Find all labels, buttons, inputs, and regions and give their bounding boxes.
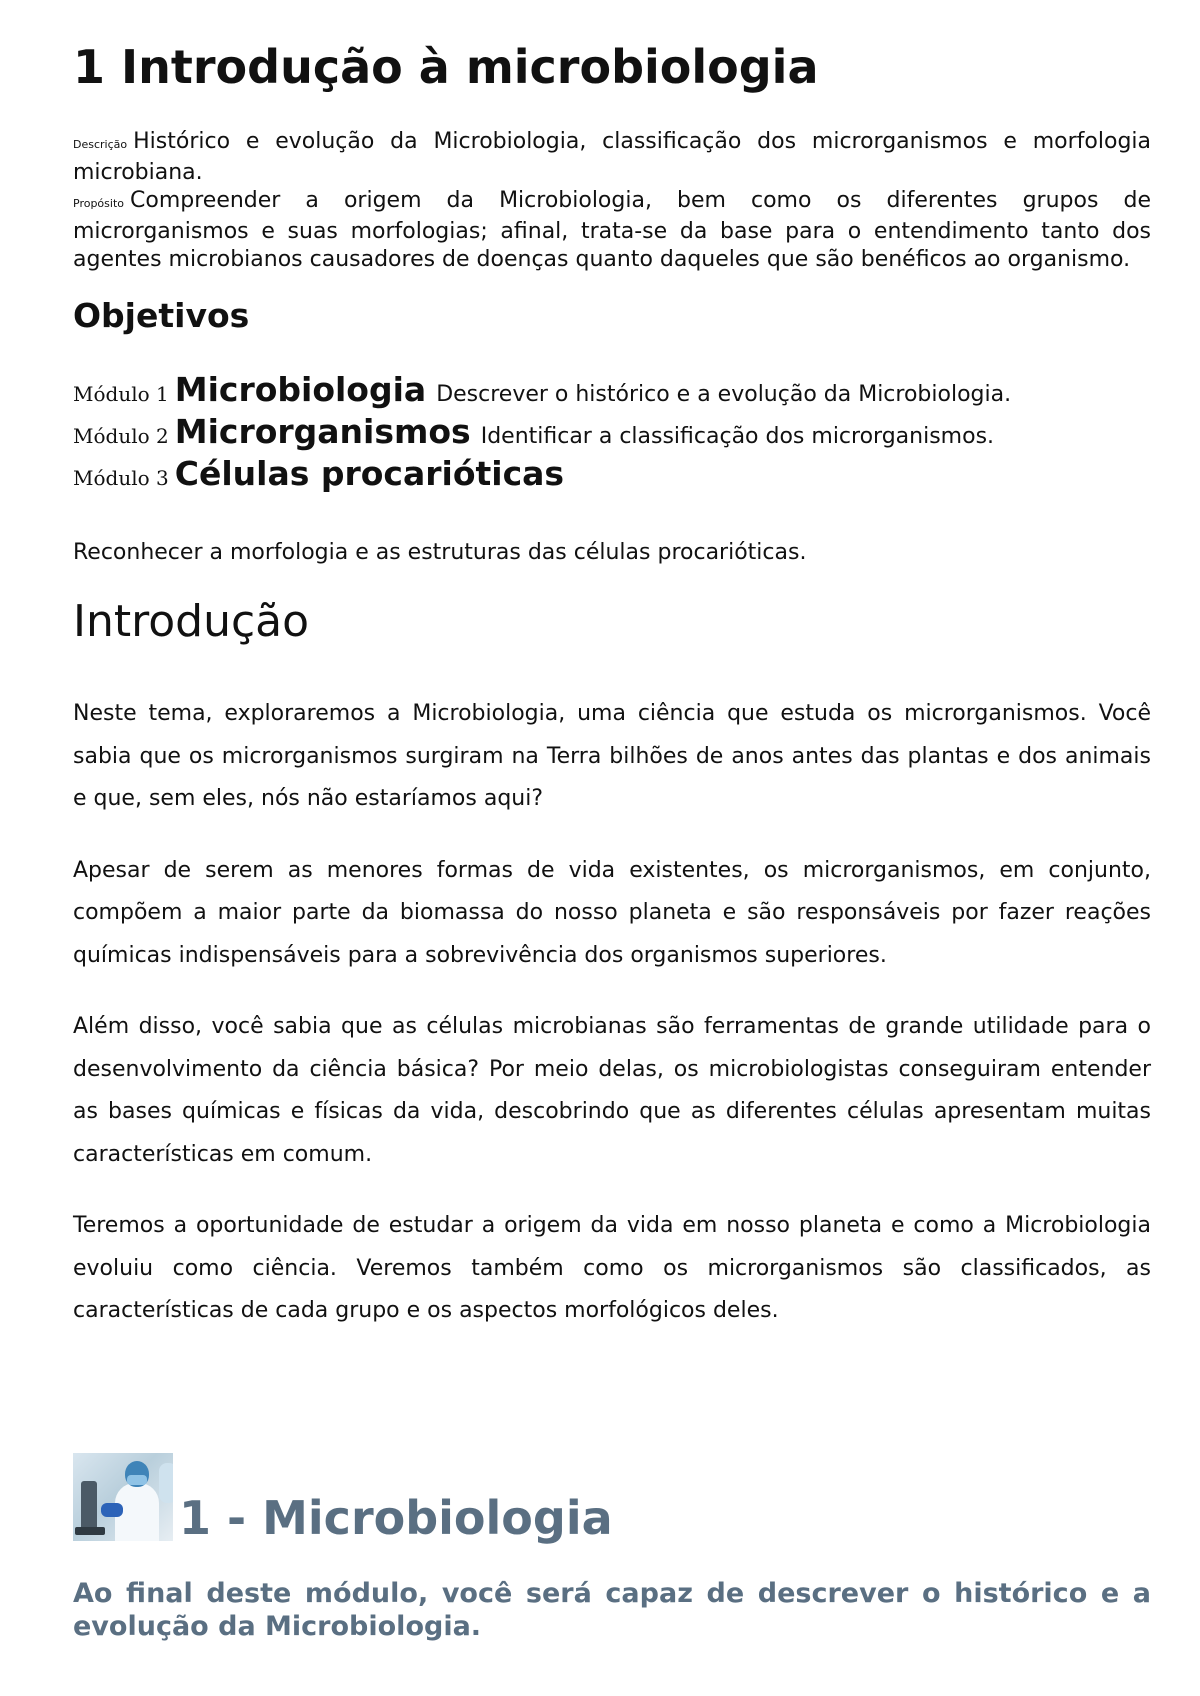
description-text: Histórico e evolução da Microbiologia, classificação dos microrganismos e morfologia microbiana. — [73, 129, 1151, 185]
intro-paragraph: Apesar de serem as menores formas de vida existentes, os microrganismos, em conjunto, compõem a maior parte da biomassa do nosso planeta e são responsáveis por fazer reações químicas indispensáveis para a sobrevivência dos organismos superiores. — [73, 857, 1151, 968]
module-item-2[interactable] — [73, 412, 1151, 454]
module-item-3[interactable] — [73, 454, 1151, 496]
description-label: Descrição — [73, 138, 128, 151]
module-name: Células procarióticas — [174, 454, 565, 493]
introduction-heading: Introdução — [73, 596, 310, 647]
purpose-label: Propósito — [73, 197, 124, 210]
module-description: Descrever o histórico e a evolução da Microbiologia. — [436, 382, 1012, 407]
description-paragraph — [73, 128, 1151, 187]
module-label: Módulo 3 — [73, 466, 169, 490]
module-label: Módulo 1 — [73, 382, 169, 406]
introduction-body — [73, 693, 1151, 1362]
module-section-heading: 1 - Microbiologia — [179, 1491, 613, 1545]
objectives-heading: Objetivos — [73, 296, 250, 335]
module-item-1[interactable] — [73, 370, 1151, 412]
module-list — [73, 370, 1151, 496]
intro-paragraph: Neste tema, exploraremos a Microbiologia, uma ciência que estuda os microrganismos. Você sabia que os microrganismos surgiram na Terra bilhões de anos antes das plantas e dos animais e que, sem eles, nós não estaríamos aqui? — [73, 701, 1151, 811]
page-title: 1 Introdução à microbiologia — [73, 40, 819, 94]
intro-paragraph: Teremos a oportunidade de estudar a origem da vida em nosso planeta e como a Microbiologia evoluiu como ciência. Veremos também como os microrganismos são classificados, as características de cada grupo e os aspectos morfológicos deles. — [73, 1213, 1151, 1323]
meta-block — [73, 128, 1151, 274]
module-objective-text: Ao final deste módulo, você será capaz de descrever o histórico e a evolução da Microbiologia. — [73, 1578, 1151, 1642]
module-label: Módulo 2 — [73, 424, 169, 448]
scientist-microscope-image — [73, 1453, 173, 1541]
module-name: Microbiologia — [174, 370, 427, 409]
module-section-header — [73, 1453, 613, 1545]
purpose-paragraph — [73, 187, 1151, 274]
intro-paragraph: Além disso, você sabia que as células microbianas são ferramentas de grande utilidade para o desenvolvimento da ciência básica? Por meio delas, os microbiologistas conseguiram entender as bases químicas e físicas da vida, descobrindo que as diferentes células apresentam muitas características em comum. — [73, 1014, 1151, 1167]
module-description: Reconhecer a morfologia e as estruturas das células procarióticas. — [73, 540, 807, 565]
purpose-text: Compreender a origem da Microbiologia, bem como os diferentes grupos de microrganismos e suas morfologias; afinal, trata-se da base para o entendimento tanto dos agentes microbianos causadores de doenças quanto daqueles que são benéficos ao organismo. — [73, 188, 1151, 272]
module-description: Identificar a classificação dos microrganismos. — [480, 424, 995, 449]
module-name: Microrganismos — [174, 412, 471, 451]
